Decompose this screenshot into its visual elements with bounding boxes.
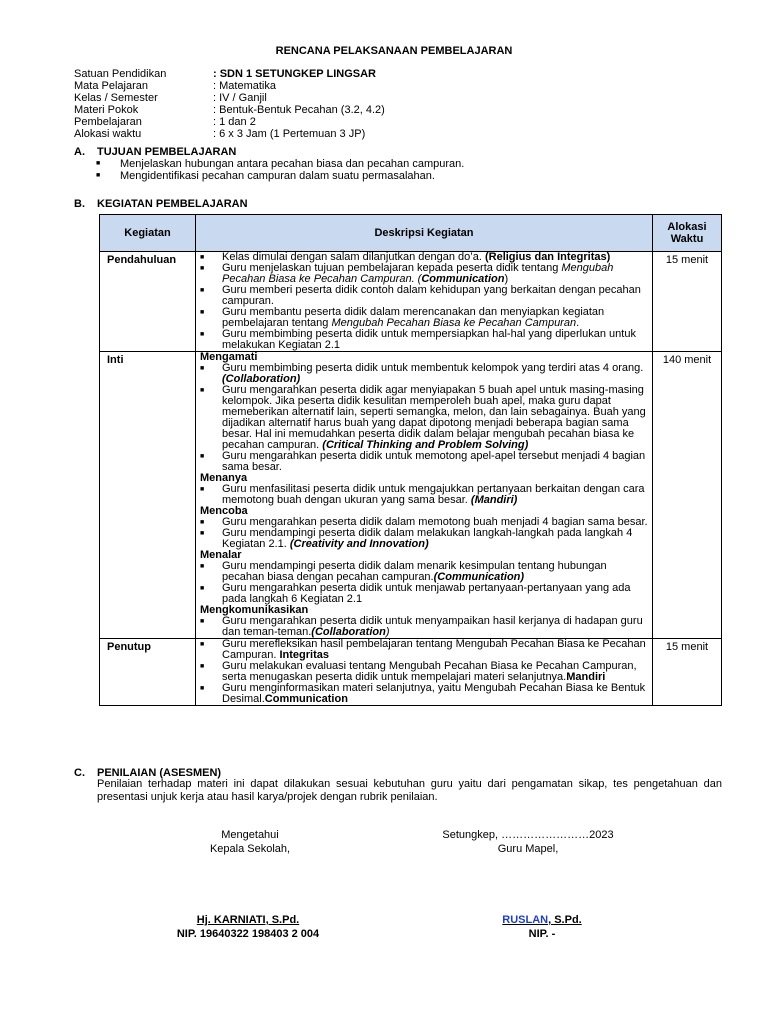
bullet-icon: ■ [200, 641, 205, 648]
list-item: ■ Guru mendampingi peserta didik dalam melakukan langkah-langkah pada langkah 4 Kegiatan 2.1. (Creativity and Innovation) [200, 527, 633, 550]
activity-time: 15 menit [653, 639, 722, 706]
info-value: : 1 dan 2 [213, 116, 256, 128]
principal-nip: NIP. 19640322 198403 2 004 [176, 928, 320, 940]
bullet-icon: ■ [200, 254, 205, 261]
activity-name: Pendahuluan [100, 252, 196, 352]
list-item: ■ Guru membimbing peserta didik untuk mempersiapkan hal-hal yang diperlukan untuk melakukan Kegiatan 2.1 [200, 328, 636, 351]
list-item: ■ Guru memberi peserta didik contoh dalam kehidupan yang berkaitan dengan pecahan campuran. [200, 284, 641, 307]
info-label: Materi Pokok [74, 104, 139, 116]
section-title: TUJUAN PEMBELAJARAN [97, 146, 237, 158]
list-item: ■ Guru membimbing peserta didik untuk membentuk kelompok yang terdiri atas 4 orang. (Collaboration) [200, 362, 644, 385]
activity-name: Penutup [100, 639, 196, 706]
objectives-list [96, 158, 464, 182]
principal-name: Hj. KARNIATI, S.Pd. [196, 914, 300, 926]
bullet-icon: ■ [200, 563, 205, 570]
subheading-mengkomunikasikan: Mengkomunikasikan [200, 604, 309, 616]
identity-block [74, 68, 385, 140]
section-letter: A. [74, 146, 85, 158]
header-alokasi: Alokasi Waktu [653, 215, 722, 252]
info-value: : Bentuk-Bentuk Pecahan (3.2, 4.2) [213, 104, 385, 116]
info-row-pembelajaran [74, 116, 385, 128]
list-item: ■ Guru mengarahkan peserta didik untuk menyampaikan hasil kerjanya di hadapan guru dan teman-teman.(Collaboration) [200, 615, 643, 638]
bullet-icon: ■ [200, 309, 205, 316]
bullet-icon: ■ [200, 331, 205, 338]
section-letter: B. [74, 198, 85, 210]
info-label: Satuan Pendidikan [74, 68, 167, 80]
list-item: ■ Mengidentifikasi pecahan campuran dalam suatu permasalahan. [96, 170, 435, 182]
signature-role: Kepala Sekolah, [209, 843, 291, 855]
info-label: Mata Pelajaran [74, 80, 148, 92]
document-title: RENCANA PELAKSANAAN PEMBELAJARAN [275, 45, 513, 57]
signature-block-left [150, 828, 350, 856]
bullet-icon: ■ [200, 585, 205, 592]
activity-description [196, 639, 653, 706]
bullet-icon: ■ [200, 387, 205, 394]
section-title: PENILAIAN (ASESMEN) [97, 767, 222, 779]
subheading-menalar: Menalar [200, 549, 242, 561]
info-row-mapel [74, 80, 385, 92]
bullet-icon: ■ [96, 160, 101, 167]
info-value: : SDN 1 SETUNGKEP LINGSAR [213, 68, 376, 80]
header-kegiatan: Kegiatan [100, 215, 196, 252]
subheading-mencoba: Mencoba [200, 505, 248, 517]
bullet-icon: ■ [200, 663, 205, 670]
bullet-icon: ■ [200, 453, 205, 460]
list-item: ■ Guru menginformasikan materi selanjutnya, yaitu Mengubah Pecahan Biasa ke Bentuk Desimal.Communication [200, 682, 646, 705]
section-a-heading [74, 146, 236, 158]
info-row-materi [74, 104, 385, 116]
bullet-icon: ■ [96, 172, 101, 179]
list-item: ■ Menjelaskan hubungan antara pecahan biasa dan pecahan campuran. [96, 158, 465, 170]
list-item: ■ Guru melakukan evaluasi tentang Mengubah Pecahan Biasa ke Pecahan Campuran, serta menugaskan peserta didik untuk mempelajari materi selanjutnya.Mandiri [200, 660, 637, 683]
list-item: ■ Guru mengarahkan peserta didik untuk memotong apel-apel tersebut menjadi 4 bagian sama besar. [200, 450, 646, 473]
teacher-name-link[interactable]: RUSLAN [502, 914, 549, 926]
info-value: : 6 x 3 Jam (1 Pertemuan 3 JP) [213, 128, 366, 140]
list-item: ■ Guru mengarahkan peserta didik dalam memotong buah menjadi 4 bagian sama besar. [200, 516, 648, 528]
table-row-inti [100, 352, 722, 639]
bullet-icon: ■ [200, 365, 205, 372]
table-row-pendahuluan [100, 252, 722, 352]
list-item: ■ Guru menfasilitasi peserta didik untuk mengajukkan pertanyaan berkaitan dengan cara memotong buah dengan ukuran yang sama besar. (Mandiri) [200, 483, 645, 506]
info-value: : IV / Ganjil [213, 92, 267, 104]
signature-caption: Mengetahui [221, 829, 279, 841]
list-item: ■ Guru menjelaskan tujuan pembelajaran kepada peserta didik tentang Mengubah Pecahan Biasa ke Pecahan Campuran. (Communication) [200, 262, 614, 285]
bullet-icon: ■ [200, 287, 205, 294]
info-label: Alokasi waktu [74, 128, 142, 140]
bullet-icon: ■ [200, 265, 205, 272]
info-value: : Matematika [213, 80, 276, 92]
list-item: ■ Guru membantu peserta didik dalam merencanakan dan menyiapkan kegiatan pembelajaran tentang Mengubah Pecahan Biasa ke Pecahan Campuran. [200, 306, 605, 329]
list-item: ■ Kelas dimulai dengan salam dilanjutkan dengan do’a. (Religius dan Integritas) [200, 251, 611, 263]
section-b-heading [74, 198, 248, 210]
assessment-text: Penilaian terhadap materi ini dapat dilakukan sesuai kebutuhan guru yaitu dari pengamatan sikap, tes pengetahuan dan presentasi unjuk kerja atau hasil karya/projek dengan rubrik penilaian. [97, 778, 722, 803]
info-label: Pembelajaran [74, 116, 142, 128]
section-letter: C. [74, 767, 85, 779]
list-item: ■ Guru mengarahkan peserta didik agar menyiapakan 5 buah apel untuk masing-masing kelompok. Jika peserta didik kesulitan memperoleh buah apel, maka guru dapat memeberikan alternatif lain, seperti semangka, melon, dan lain sebagainya. Buah yang dijadikan alternatif harus buah yang dapat dipotong menjadi beberapa bagian sama besar. Hal ini memudahkan peserta didik dalam belajar mengubah pecahan biasa ke pecahan campuran. (Critical Thinking and Problem Solving) [200, 384, 646, 451]
table-row-penutup [100, 639, 722, 706]
list-item: ■ Guru mengarahkan peserta didik untuk menjawab pertanyaan-pertanyaan yang ada pada langkah 6 Kegiatan 2.1 [200, 582, 631, 605]
activities-table [99, 214, 722, 706]
activity-name: Inti [100, 352, 196, 639]
bullet-icon: ■ [200, 486, 205, 493]
activity-time: 140 menit [653, 352, 722, 639]
list-item: ■ Guru merefleksikan hasil pembelajaran tentang Mengubah Pecahan Biasa ke Pecahan Campuran. Integritas [200, 638, 646, 661]
bullet-icon: ■ [200, 618, 205, 625]
teacher-nip: NIP. - [528, 928, 556, 940]
bullet-icon: ■ [200, 519, 205, 526]
section-title: KEGIATAN PEMBELAJARAN [97, 198, 248, 210]
header-deskripsi: Deskripsi Kegiatan [196, 215, 653, 252]
bullet-icon: ■ [200, 530, 205, 537]
info-row-alokasi [74, 128, 385, 140]
table-header-row [100, 215, 722, 252]
activity-description [196, 252, 653, 352]
info-label: Kelas / Semester [74, 92, 158, 104]
list-item: ■ Guru mendampingi peserta didik dalam menarik kesimpulan tentang hubungan pecahan biasa dengan pecahan campuran.(Communication) [200, 560, 607, 583]
signature-name-left [148, 913, 348, 941]
activity-description [196, 352, 653, 639]
signature-role: Guru Mapel, [497, 843, 559, 855]
teacher-name: RUSLAN, S.Pd. [502, 914, 582, 926]
signature-name-right [442, 913, 642, 941]
signature-block-right [428, 828, 628, 856]
subheading-mengamati: Mengamati [200, 351, 258, 363]
bullet-icon: ■ [200, 685, 205, 692]
subheading-menanya: Menanya [200, 472, 248, 484]
activity-time: 15 menit [653, 252, 722, 352]
info-row-satuan [74, 68, 385, 80]
info-row-kelas [74, 92, 385, 104]
signature-place-date: Setungkep, ……………………2023 [442, 829, 614, 841]
